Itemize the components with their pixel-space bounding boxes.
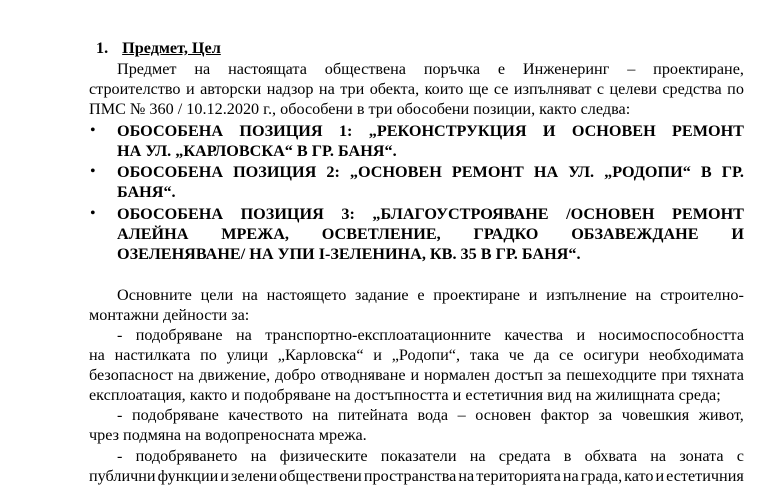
word: физическите bbox=[279, 447, 368, 465]
word: - bbox=[117, 406, 123, 424]
word: „Карловска“ bbox=[277, 346, 364, 364]
word: 2: bbox=[326, 163, 340, 181]
word: територията bbox=[476, 467, 561, 485]
word: Основните bbox=[117, 286, 192, 304]
word: живот, bbox=[698, 406, 744, 424]
word: нормален bbox=[423, 366, 490, 384]
word: проектиране bbox=[433, 286, 520, 304]
word: на bbox=[89, 346, 105, 364]
word: поръчка bbox=[423, 60, 481, 78]
word: цели bbox=[200, 286, 234, 304]
intro-line-2 bbox=[89, 79, 744, 99]
word: и bbox=[576, 326, 586, 344]
word: и bbox=[655, 467, 665, 485]
word: и bbox=[373, 346, 382, 364]
word: строително- bbox=[660, 286, 744, 304]
word: достъп bbox=[494, 366, 543, 384]
word: настилката bbox=[114, 346, 191, 364]
word: града, bbox=[580, 467, 623, 485]
word: на bbox=[235, 326, 252, 344]
word: публични bbox=[89, 467, 156, 485]
word: ОБОСОБЕНА bbox=[117, 163, 224, 181]
word: на bbox=[562, 467, 579, 485]
word: изпълняват bbox=[513, 80, 592, 98]
section-number: 1. bbox=[96, 39, 109, 57]
word: транспортно-експлоатационните bbox=[265, 326, 491, 344]
word: функции bbox=[157, 467, 219, 485]
word: да bbox=[533, 346, 550, 364]
word: на bbox=[194, 60, 211, 78]
word: необходимата bbox=[648, 346, 744, 364]
word: настоящето bbox=[266, 286, 347, 304]
word: ОЗЕЛЕНЯВАНЕ/ НА УПИ I-ЗЕЛЕНИНА, КВ. 35 В ГР. БАНЯ“. bbox=[117, 245, 581, 263]
position-3-line-3 bbox=[117, 244, 581, 264]
word: РЕМОНТ bbox=[451, 163, 524, 181]
word: РЕМОНТ bbox=[672, 122, 744, 140]
word: настоящата bbox=[228, 60, 307, 78]
word: И bbox=[731, 225, 744, 243]
word: ПОЗИЦИЯ bbox=[239, 122, 323, 140]
word: изпълнение bbox=[546, 286, 627, 304]
section-title: Предмет, Цел bbox=[122, 39, 221, 57]
word: се bbox=[493, 80, 509, 98]
word: които bbox=[424, 80, 464, 98]
word: с bbox=[596, 80, 605, 98]
word: РЕМОНТ bbox=[672, 205, 744, 223]
word: Предмет bbox=[117, 60, 177, 78]
word: ОБОСОБЕНА bbox=[117, 205, 224, 223]
word: добро bbox=[275, 366, 316, 384]
word: на bbox=[635, 286, 652, 304]
word: качества bbox=[504, 326, 564, 344]
word: „Родопи“, bbox=[391, 346, 460, 364]
word: три bbox=[340, 80, 365, 98]
word: 3: bbox=[341, 205, 355, 223]
word: и bbox=[185, 80, 195, 98]
word: средата bbox=[498, 447, 551, 465]
goal-1-line-4 bbox=[89, 385, 721, 405]
position-3-line-1 bbox=[117, 204, 744, 224]
position-3-line-2 bbox=[117, 224, 744, 244]
word: и bbox=[220, 467, 229, 485]
word: „ОСНОВЕН bbox=[349, 163, 442, 181]
word: на bbox=[469, 447, 486, 465]
word: задание bbox=[355, 286, 409, 304]
word: на bbox=[178, 366, 194, 384]
word: ГР. bbox=[721, 163, 744, 181]
intro-line-3 bbox=[89, 99, 630, 119]
goals-intro-line-1 bbox=[117, 285, 744, 305]
word: ще bbox=[468, 80, 489, 98]
position-1-line-2 bbox=[117, 141, 397, 161]
word: човешкия bbox=[621, 406, 690, 424]
goals-intro-line-2 bbox=[89, 305, 249, 325]
word: целеви bbox=[609, 80, 657, 98]
word: ПМС № 360 / 10.12.2020 г., обособени в три обособени позиции, както следва: bbox=[89, 100, 631, 118]
position-2-line-2 bbox=[117, 182, 176, 202]
word: качеството bbox=[228, 406, 303, 424]
word: „РЕКОНСТРУКЦИЯ bbox=[368, 122, 527, 140]
word: зелени bbox=[230, 467, 278, 485]
word: по bbox=[200, 346, 217, 364]
word: че bbox=[508, 346, 525, 364]
word: на bbox=[318, 80, 335, 98]
word: монтажни дейности за: bbox=[89, 306, 250, 324]
goal-1-line-1 bbox=[117, 325, 744, 345]
word: като bbox=[624, 467, 654, 485]
word: на bbox=[650, 447, 667, 465]
word: в bbox=[563, 447, 572, 465]
word: движение, bbox=[198, 366, 271, 384]
word: /ОСНОВЕН bbox=[566, 205, 655, 223]
word: обществена bbox=[324, 60, 406, 78]
word: експлоатация, както и подобряване на достъпността и естетичния вид на жилищната среда; bbox=[89, 386, 721, 404]
word: се bbox=[559, 346, 574, 364]
position-1-line-1 bbox=[117, 121, 744, 141]
word: фактор bbox=[540, 406, 590, 424]
word: подобряване bbox=[131, 406, 219, 424]
word: ОСВЕТЛЕНИЕ, bbox=[321, 225, 441, 243]
word: обхвата bbox=[584, 447, 638, 465]
word: основен bbox=[475, 406, 532, 424]
bullet-2: • bbox=[90, 163, 96, 180]
word: строителство bbox=[89, 80, 181, 98]
word: АЛЕЙНА bbox=[117, 225, 189, 243]
word: ОБЗАВЕЖДАНЕ bbox=[571, 225, 699, 243]
word: – bbox=[457, 406, 466, 424]
word: Инженеринг bbox=[522, 60, 610, 78]
word: УЛ. bbox=[568, 163, 595, 181]
word: „БЛАГОУСТРОЯВАНЕ bbox=[372, 205, 549, 223]
goal-1-line-2 bbox=[89, 345, 744, 365]
word: обекта, bbox=[369, 80, 420, 98]
word: осигури bbox=[583, 346, 640, 364]
word: на bbox=[458, 467, 475, 485]
word: е bbox=[497, 60, 506, 78]
word: чрез подмяна на водопреносната мрежа. bbox=[89, 426, 367, 444]
word: за bbox=[547, 366, 562, 384]
bullet-1: • bbox=[90, 122, 96, 139]
word: обществени bbox=[279, 467, 362, 485]
word: „РОДОПИ“ bbox=[604, 163, 691, 181]
intro-line-1 bbox=[117, 59, 744, 79]
word: подобряване bbox=[135, 326, 223, 344]
word: на bbox=[312, 406, 329, 424]
word: ПОЗИЦИЯ bbox=[240, 205, 324, 223]
word: за bbox=[598, 406, 613, 424]
word: проектиране, bbox=[653, 60, 744, 78]
goal-2-line-2 bbox=[89, 425, 367, 445]
word: вода bbox=[417, 406, 449, 424]
word: така bbox=[469, 346, 500, 364]
word: при bbox=[661, 366, 687, 384]
word: - bbox=[117, 447, 123, 465]
word: отводняване bbox=[320, 366, 406, 384]
word: средства bbox=[662, 80, 722, 98]
word: 1: bbox=[338, 122, 353, 140]
word: показатели bbox=[380, 447, 457, 465]
word: тяхната bbox=[691, 366, 744, 384]
word: и bbox=[410, 366, 420, 384]
section-heading bbox=[96, 38, 221, 58]
word: ПОЗИЦИЯ bbox=[233, 163, 317, 181]
word: пешеходците bbox=[566, 366, 657, 384]
word: НА УЛ. „КАРЛОВСКА“ В ГР. БАНЯ“. bbox=[117, 142, 397, 160]
word: е bbox=[417, 286, 425, 304]
word: БАНЯ“. bbox=[117, 183, 176, 201]
position-2-line-1 bbox=[117, 162, 744, 182]
goal-2-line-1 bbox=[117, 405, 744, 425]
word: с bbox=[736, 447, 744, 465]
word: авторски bbox=[200, 80, 262, 98]
word: И bbox=[542, 122, 556, 140]
bullet-3: • bbox=[90, 205, 96, 222]
goal-1-line-3 bbox=[89, 365, 744, 385]
goal-3-line-2 bbox=[89, 466, 744, 486]
word: пространства bbox=[363, 467, 457, 485]
goal-3-line-1 bbox=[117, 446, 744, 466]
word: носимоспособността bbox=[598, 326, 744, 344]
word: и bbox=[528, 286, 538, 304]
word: питейната bbox=[337, 406, 408, 424]
word: безопасност bbox=[89, 366, 174, 384]
word: - bbox=[117, 326, 123, 344]
word: надзор bbox=[266, 80, 314, 98]
word: зоната bbox=[679, 447, 724, 465]
word: на bbox=[250, 447, 267, 465]
word: МРЕЖА, bbox=[221, 225, 289, 243]
word: ГРАДКО bbox=[473, 225, 539, 243]
word: улици bbox=[226, 346, 269, 364]
word: ОСНОВЕН bbox=[571, 122, 656, 140]
word: на bbox=[241, 286, 258, 304]
word: по bbox=[727, 80, 744, 98]
word: естетичния bbox=[666, 467, 744, 485]
word: подобряването bbox=[135, 447, 238, 465]
word: ОБОСОБЕНА bbox=[117, 122, 224, 140]
word: НА bbox=[533, 163, 559, 181]
word: В bbox=[700, 163, 712, 181]
word: – bbox=[627, 60, 636, 78]
